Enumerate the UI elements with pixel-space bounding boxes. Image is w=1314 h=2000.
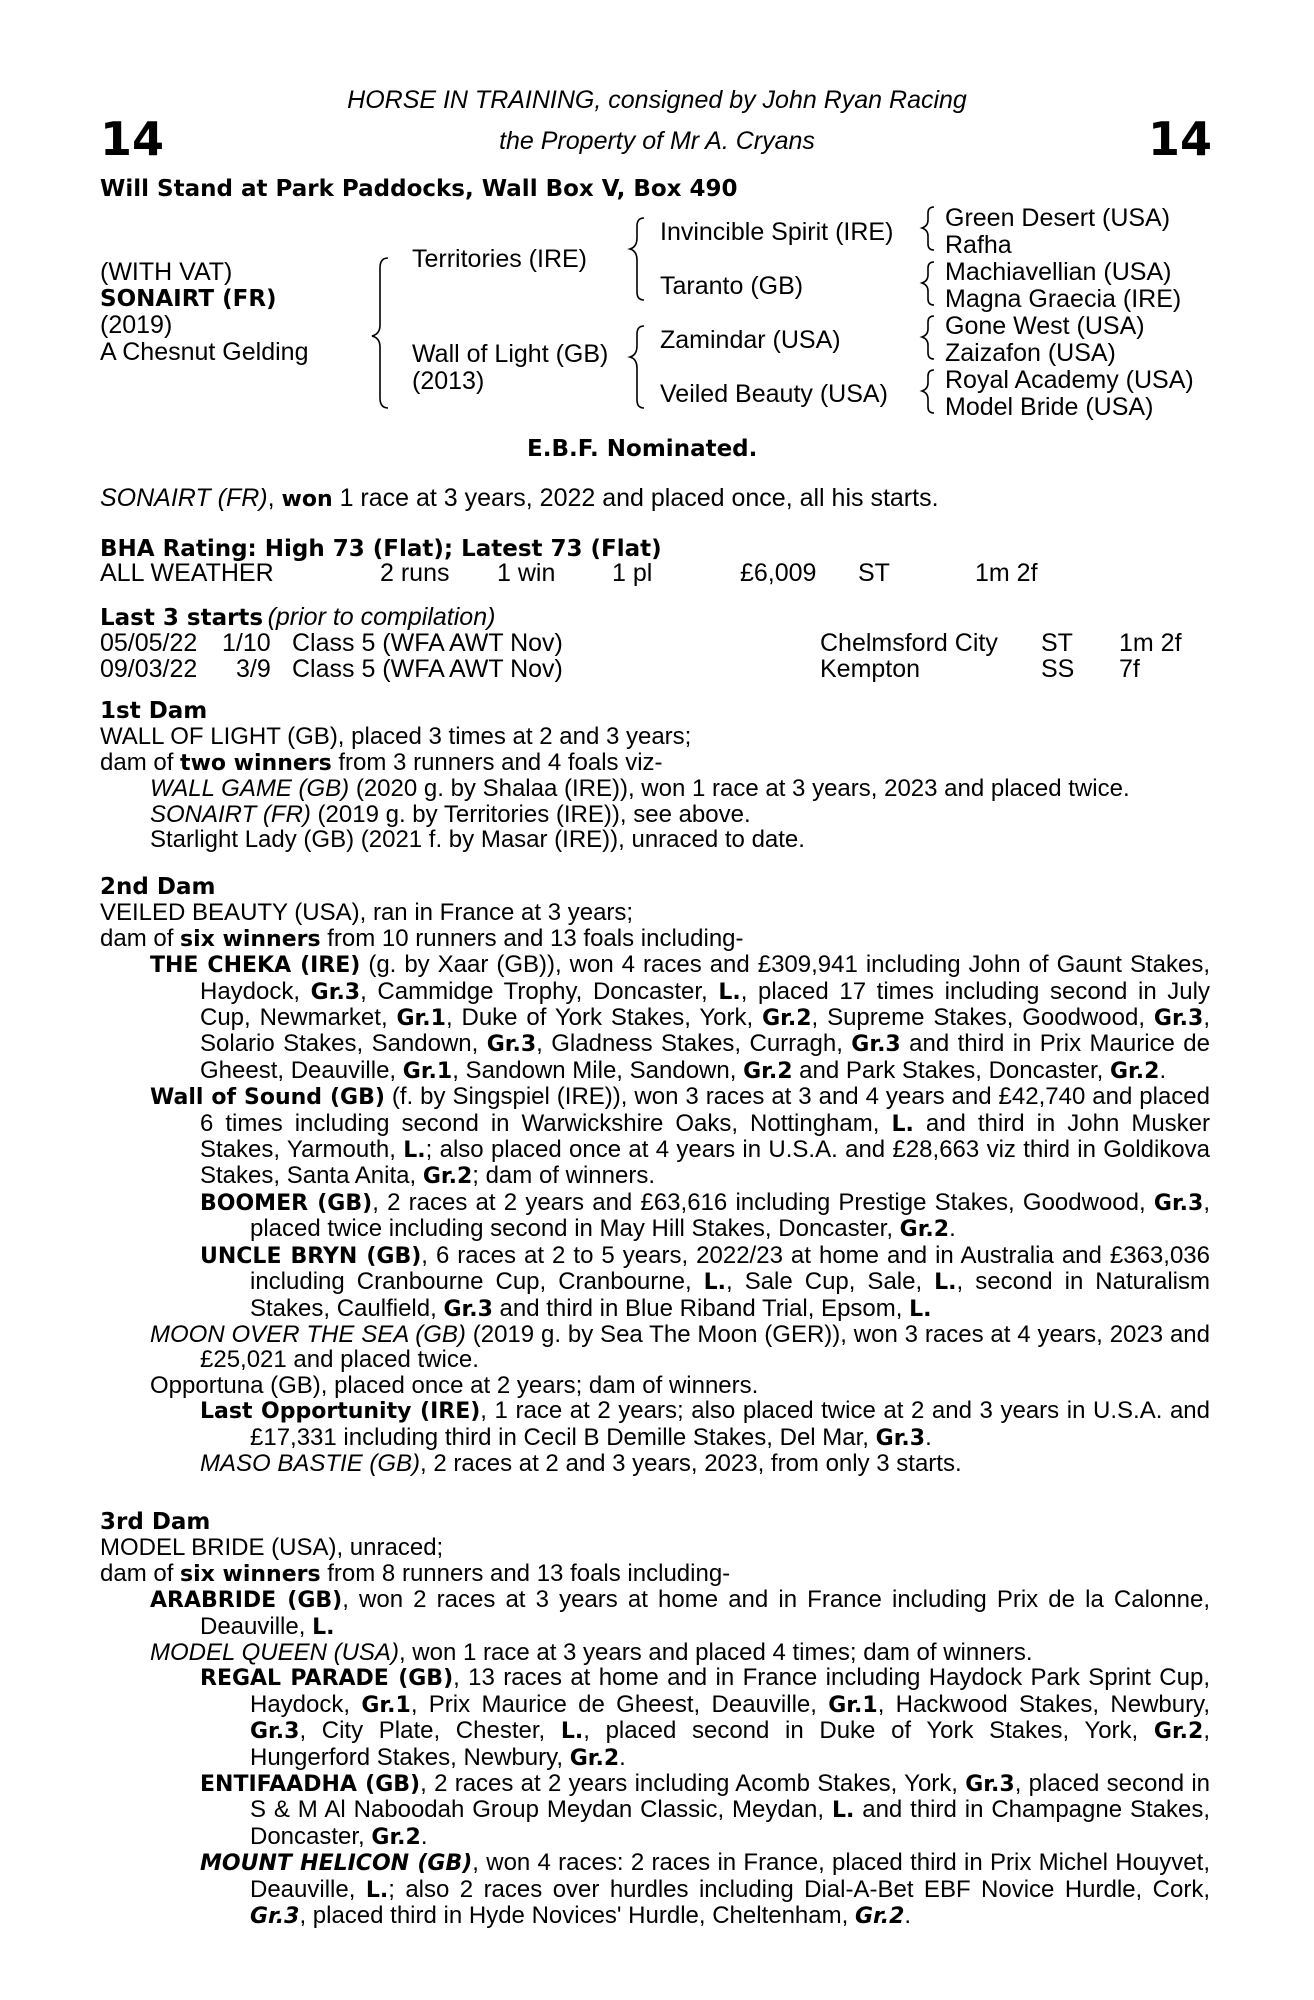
- start-distance: 1m 2f: [1119, 629, 1182, 657]
- pedigree-dss: Gone West (USA): [945, 312, 1145, 340]
- second-dam-section: [100, 875, 1210, 1476]
- progeny-item: WALL GAME (GB) (2020 g. by Shalaa (IRE)), won 1 race at 3 years, 2023 and placed twice.: [150, 775, 1130, 803]
- pedigree-dds: Royal Academy (USA): [945, 366, 1194, 394]
- ebf-nominated: E.B.F. Nominated.: [527, 436, 758, 462]
- bha-distance: 1m 2f: [975, 559, 1038, 587]
- progeny-item: Last Opportunity (IRE), 1 race at 2 years; also placed twice at 2 and 3 years in U.S.A. and £17,331 including third in Cecil B Demille Stakes, Del Mar, Gr.3.: [200, 1397, 1210, 1451]
- pedigree-dam-year: (2013): [412, 367, 485, 395]
- progeny-item: THE CHEKA (IRE) (g. by Xaar (GB)), won 4 races and £309,941 including John of Gaunt Stakes, Haydock, Gr.3, Cammidge Trophy, Doncaster, L., placed 17 times including second in July Cup, Newmarket, Gr.1, Duke of York Stakes, York, Gr.2, Supreme Stakes, Goodwood, Gr.3, Solario Stakes, Sandown, Gr.3, Gladness Stakes, Curragh, Gr.3 and third in Prix Maurice de Gheest, Deauville, Gr.1, Sandown Mile, Sandown, Gr.2 and Park Stakes, Doncaster, Gr.2.: [150, 951, 1210, 1084]
- first-dam-produce: dam of two winners from 3 runners and 4 foals viz-: [100, 748, 663, 776]
- last3-heading: Last 3 starts (prior to compilation): [100, 603, 496, 631]
- progeny-item: ARABRIDE (GB), won 2 races at 3 years at home and in France including Prix de la Calonne, Deauville, L.: [150, 1586, 1210, 1640]
- start-position: 3/9: [236, 655, 271, 683]
- pedigree-sds: Machiavellian (USA): [945, 258, 1172, 286]
- start-surface: SS: [1041, 655, 1075, 683]
- bha-placed: 1 pl: [612, 559, 653, 587]
- second-dam-produce: dam of six winners from 10 runners and 13 foals including-: [100, 924, 744, 952]
- first-dam-line: WALL OF LIGHT (GB), placed 3 times at 2 and 3 years;: [100, 723, 692, 751]
- bha-wins: 1 win: [497, 559, 556, 587]
- progeny-item: MOUNT HELICON (GB), won 4 races: 2 races in France, placed third in Prix Michel Houyvet, Deauville, L.; also 2 races over hurdles including Dial-A-Bet EBF Novice Hurdle, Cork, Gr.3, placed third in Hyde Novices' Hurdle, Cheltenham, Gr.2.: [200, 1849, 1210, 1930]
- bha-track: ST: [858, 559, 890, 587]
- second-dam-heading: 2nd Dam: [100, 874, 216, 900]
- pedigree-ssd: Rafha: [945, 231, 1012, 259]
- horse-year: (2019): [100, 311, 173, 339]
- progeny-item: Starlight Lady (GB) (2021 f. by Masar (IRE)), unraced to date.: [150, 826, 805, 854]
- vat-note: (WITH VAT): [100, 258, 233, 286]
- header-property: the Property of Mr A. Cryans: [499, 127, 815, 155]
- start-course: Kempton: [820, 655, 921, 683]
- pedigree-dam-dam: Veiled Beauty (USA): [660, 380, 888, 408]
- horse-description: A Chesnut Gelding: [100, 338, 309, 366]
- start-class: Class 5 (WFA AWT Nov): [292, 629, 563, 657]
- summary-line: SONAIRT (FR), won 1 race at 3 years, 2022 and placed once, all his starts.: [100, 484, 939, 512]
- stand-location: Will Stand at Park Paddocks, Wall Box V, Box 490: [100, 176, 738, 202]
- pedigree-dsd: Zaizafon (USA): [945, 339, 1116, 367]
- progeny-item: MODEL QUEEN (USA), won 1 race at 3 years and placed 4 times; dam of winners.: [150, 1639, 1033, 1667]
- pedigree-ddd: Model Bride (USA): [945, 393, 1154, 421]
- start-course: Chelmsford City: [820, 629, 998, 657]
- horse-name: SONAIRT (FR): [100, 286, 277, 312]
- first-dam-section: [100, 699, 1210, 852]
- third-dam-section: [100, 1510, 1210, 1930]
- pedigree-sdd: Magna Graecia (IRE): [945, 285, 1182, 313]
- summary-text: 1 race at 3 years, 2022 and placed once, all his starts.: [339, 484, 939, 512]
- pedigree-sire-sire: Invincible Spirit (IRE): [660, 218, 894, 246]
- pedigree-dam: Wall of Light (GB): [412, 340, 609, 368]
- progeny-item: Opportuna (GB), placed once at 2 years; dam of winners.: [150, 1371, 759, 1399]
- header-consignor: HORSE IN TRAINING, consigned by John Ryan Racing: [347, 86, 967, 114]
- third-dam-heading: 3rd Dam: [100, 1509, 211, 1535]
- progeny-item: MOON OVER THE SEA (GB) (2019 g. by Sea The Moon (GER)), won 3 races at 4 years, 2023 and £25,021 and placed twice.: [150, 1320, 1210, 1374]
- start-position: 1/10: [222, 629, 271, 657]
- summary-won: won: [281, 487, 333, 512]
- pedigree-sss: Green Desert (USA): [945, 204, 1171, 232]
- progeny-item: UNCLE BRYN (GB), 6 races at 2 to 5 years, 2022/23 at home and in Australia and £363,036 including Cranbourne Cup, Cranbourne, L., Sale Cup, Sale, L., second in Naturalism Stakes, Caulfield, Gr.3 and third in Blue Riband Trial, Epsom, L.: [200, 1241, 1210, 1322]
- summary-horse: SONAIRT (FR): [100, 484, 268, 512]
- progeny-item: SONAIRT (FR) (2019 g. by Territories (IRE)), see above.: [150, 800, 751, 828]
- second-dam-line: VEILED BEAUTY (USA), ran in France at 3 years;: [100, 899, 634, 927]
- pedigree-sire: Territories (IRE): [412, 245, 588, 273]
- progeny-item: ENTIFAADHA (GB), 2 races at 2 years including Acomb Stakes, York, Gr.3, placed second in S & M Al Naboodah Group Meydan Classic, Meydan, L. and third in Champagne Stakes, Doncaster, Gr.2.: [200, 1770, 1211, 1850]
- third-dam-line: MODEL BRIDE (USA), unraced;: [100, 1534, 444, 1562]
- bha-prize: £6,009: [740, 559, 817, 587]
- bha-runs: 2 runs: [380, 559, 450, 587]
- progeny-item: REGAL PARADE (GB), 13 races at home and in France including Haydock Park Sprint Cup, Haydock, Gr.1, Prix Maurice de Gheest, Deauville, Gr.1, Hackwood Stakes, Newbury, Gr.3, City Plate, Chester, L., placed second in Duke of York Stakes, York, Gr.2, Hungerford Stakes, Newbury, Gr.2.: [200, 1664, 1211, 1771]
- start-distance: 7f: [1119, 655, 1140, 683]
- third-dam-produce: dam of six winners from 8 runners and 13 foals including-: [100, 1559, 731, 1587]
- start-surface: ST: [1041, 629, 1073, 657]
- start-date: 09/03/22: [100, 655, 198, 683]
- lot-number-left: 14: [100, 112, 165, 166]
- pedigree-sire-dam: Taranto (GB): [660, 272, 804, 300]
- bha-surface: ALL WEATHER: [100, 559, 274, 587]
- bha-rating: BHA Rating: High 73 (Flat); Latest 73 (Flat): [100, 536, 662, 562]
- start-date: 05/05/22: [100, 629, 198, 657]
- first-dam-heading: 1st Dam: [100, 698, 208, 724]
- progeny-item: BOOMER (GB), 2 races at 2 years and £63,616 including Prestige Stakes, Goodwood, Gr.3, placed twice including second in May Hill Stakes, Doncaster, Gr.2.: [200, 1188, 1210, 1243]
- start-class: Class 5 (WFA AWT Nov): [292, 655, 563, 683]
- pedigree-dam-sire: Zamindar (USA): [660, 326, 841, 354]
- lot-number-right: 14: [1148, 112, 1213, 166]
- progeny-item: MASO BASTIE (GB), 2 races at 2 and 3 years, 2023, from only 3 starts.: [200, 1449, 962, 1477]
- progeny-item: Wall of Sound (GB) (f. by Singspiel (IRE)), won 3 races at 3 and 4 years and £42,740 and placed 6 times including second in Warwickshire Oaks, Nottingham, L. and third in John Musker Stakes, Yarmouth, L.; also placed once at 4 years in U.S.A. and £28,663 viz third in Goldikova Stakes, Santa Anita, Gr.2; dam of winners.: [150, 1083, 1211, 1190]
